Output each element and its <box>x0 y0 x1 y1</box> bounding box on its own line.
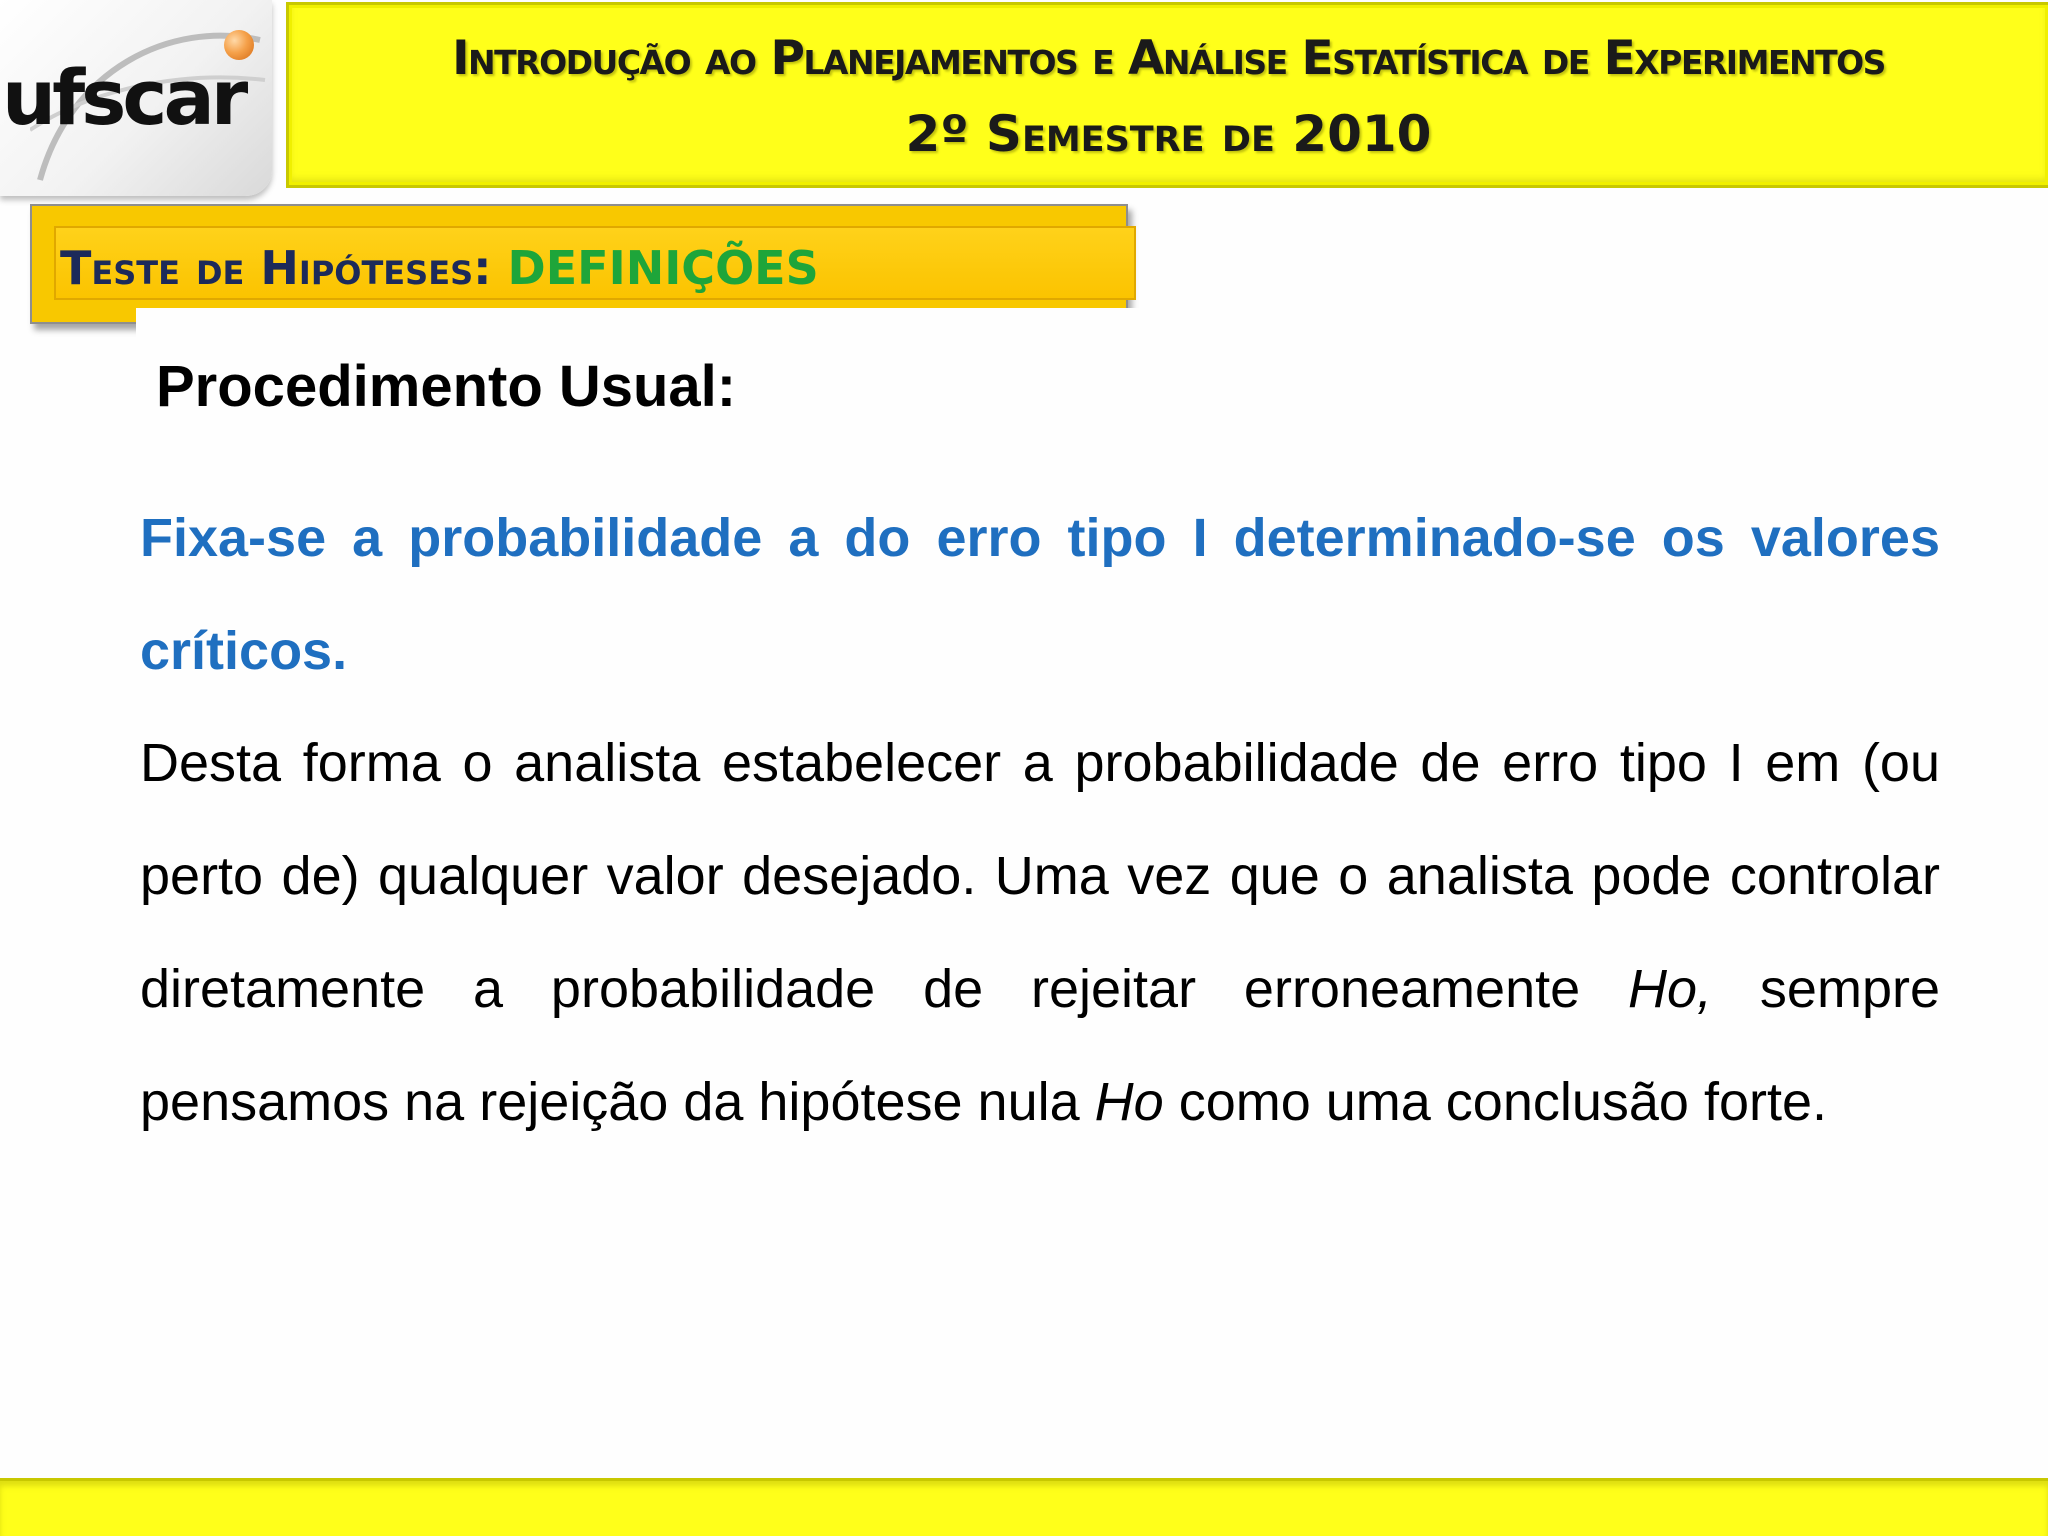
course-title: Introdução ao Planejamentos e Análise Estatística de Experimentos <box>452 31 1885 86</box>
body-text-c: como uma conclusão forte. <box>1163 1072 1828 1132</box>
ho-term: Ho <box>1094 1072 1164 1132</box>
section-title-highlight: DEFINIÇÕES <box>507 241 819 295</box>
slide-subtitle: Procedimento Usual: <box>156 354 737 419</box>
semester-title: 2º Semestre de 2010 <box>905 105 1432 163</box>
section-title-main: Teste de Hipóteses: <box>60 241 492 295</box>
header-bar <box>286 2 2048 188</box>
highlight-paragraph: Fixa-se a probabilidade a do erro tipo I determinado-se os valores críticos. <box>140 508 1940 681</box>
logo-text: ufscar <box>2 58 245 138</box>
body-text-a: Desta forma o analista estabelecer a probabilidade de erro tipo I em (ou perto de) qualquer valor desejado. Uma vez que o analista pode controlar diretamente a probabilidade de rejeitar erroneamente <box>140 733 1940 1019</box>
ho-term: Ho, <box>1628 959 1713 1019</box>
footer-bar <box>0 1478 2048 1536</box>
body-paragraph <box>140 707 1940 1159</box>
logo-ball-icon <box>224 30 254 60</box>
body-text-b: sempre pensamos na rejeição da hipótese nula <box>140 959 1940 1132</box>
section-title <box>60 238 819 298</box>
ufscar-logo <box>0 0 272 196</box>
